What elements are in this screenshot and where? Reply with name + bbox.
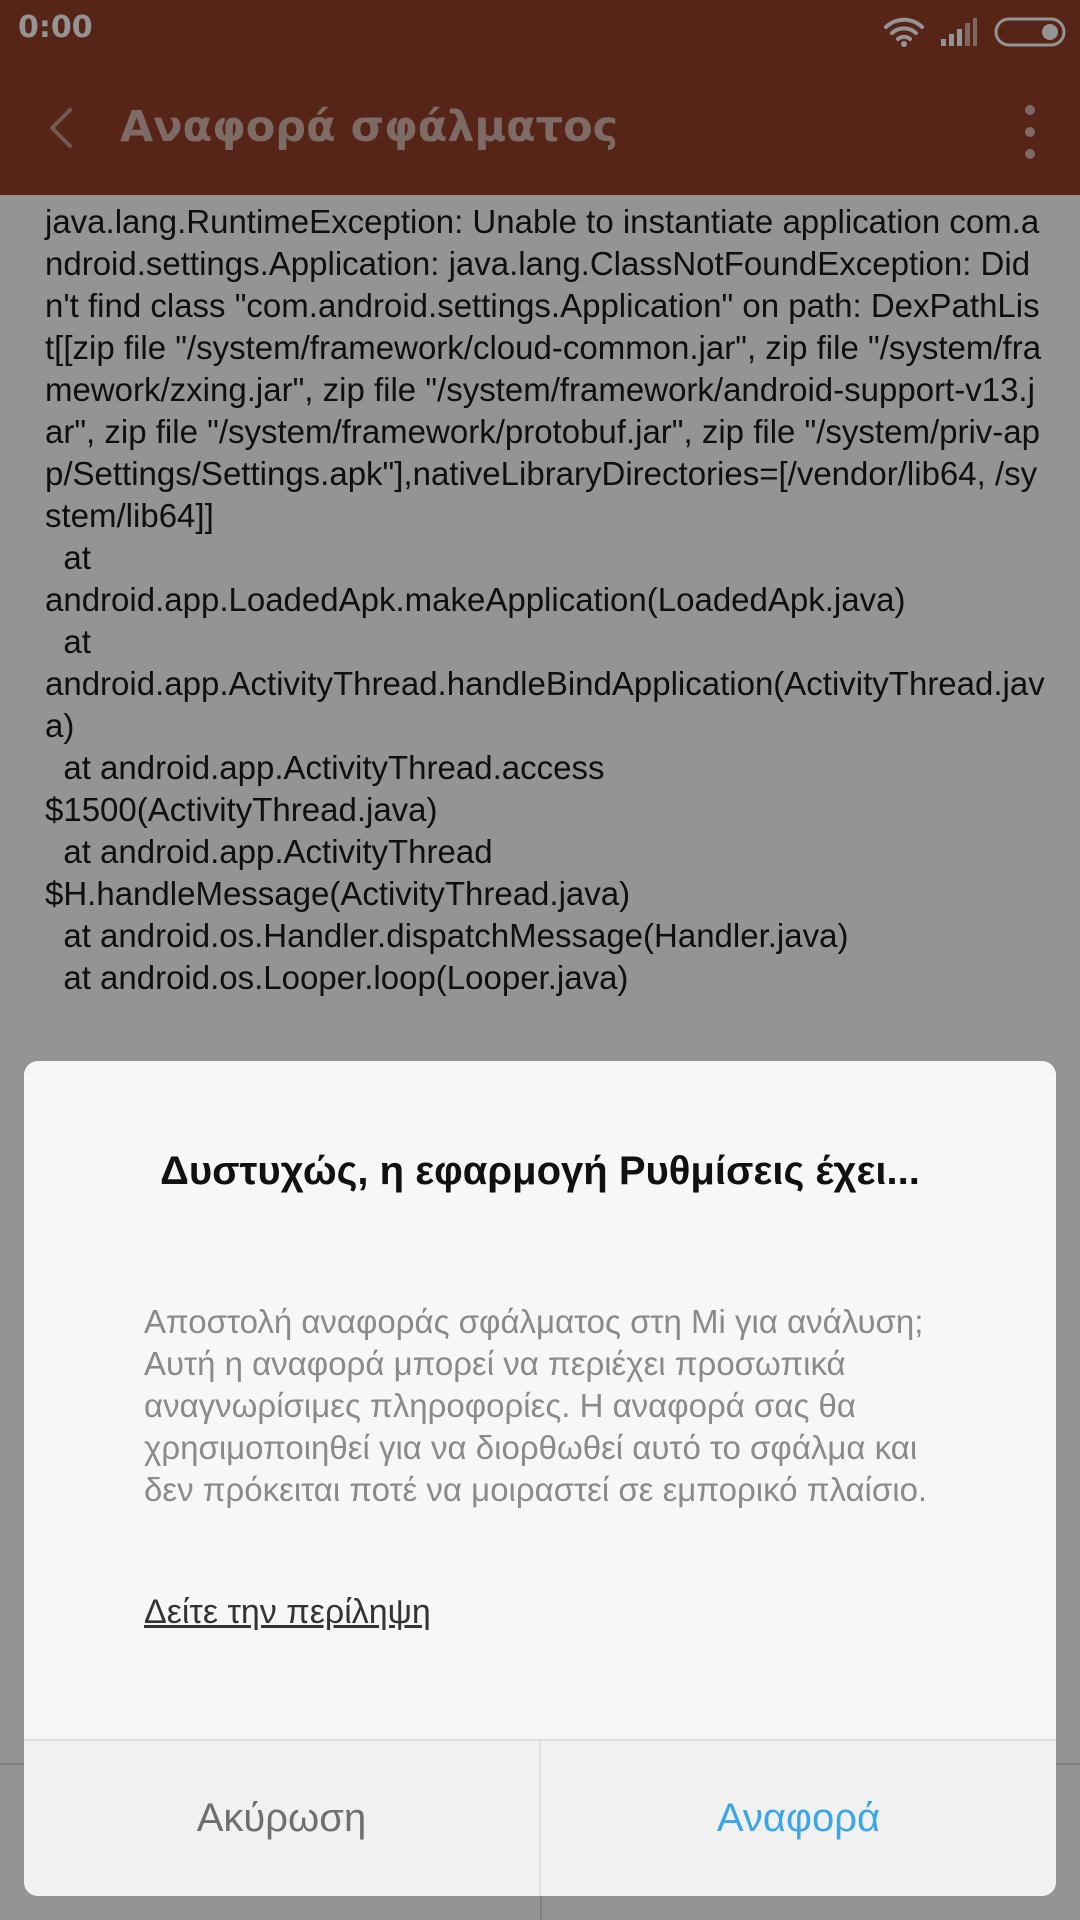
page-title: Αναφορά σφάλματος — [120, 102, 619, 152]
report-button[interactable]: Αναφορά — [716, 1796, 881, 1840]
dialog-buttons — [24, 1739, 1056, 1896]
status-time: 0:00 — [18, 10, 93, 45]
view-summary-link[interactable]: Δείτε την περίληψη — [144, 1593, 431, 1631]
dialog-message: Αποστολή αναφοράς σφάλματος στη Mi για ανάλυση; Αυτή η αναφορά μπορεί να περιέχει προσωπικά αναγνωρίσιμες πληροφορίες. Η αναφορά σας θα χρησιμοποιηθεί για να διορθωθεί αυτό το σφάλμα και δεν πρόκειται ποτέ να μοιραστεί σε εμπορικό πλαίσιο. — [144, 1303, 928, 1508]
stack-trace-text: java.lang.RuntimeException: Unable to instantiate application com.android.settings.Application: java.lang.ClassNotFoundException: Didn't find class "com.android.settings.Application" on path: DexPathList[[zip file "/system/framework/cloud-common.jar", zip file "/system/framework/zxing.jar", zip file "/system/framework/android-support-v13.jar", zip file "/system/framework/protobuf.jar", zip file "/system/priv-app/Settings/Settings.apk"],nativeLibraryDirectories=[/vendor/lib64, /system/lib64]] at android.app.LoadedApk.makeApplication(LoadedApk.java) at android.app.ActivityThread.handleBindApplication(ActivityThread.java) at android.app.ActivityThread.access $1500(ActivityThread.java) at android.app.ActivityThread $H.handleMessage(ActivityThread.java) at android.os.Handler.dispatchMessage(Handler.java) at android.os.Looper.loop(Looper.java) — [45, 203, 1045, 996]
dialog-title: Δυστυχώς, η εφαρμογή Ρυθμίσεις έχει... — [160, 1149, 920, 1193]
cancel-button[interactable]: Ακύρωση — [24, 1741, 541, 1896]
crash-report-dialog — [24, 1061, 1056, 1896]
